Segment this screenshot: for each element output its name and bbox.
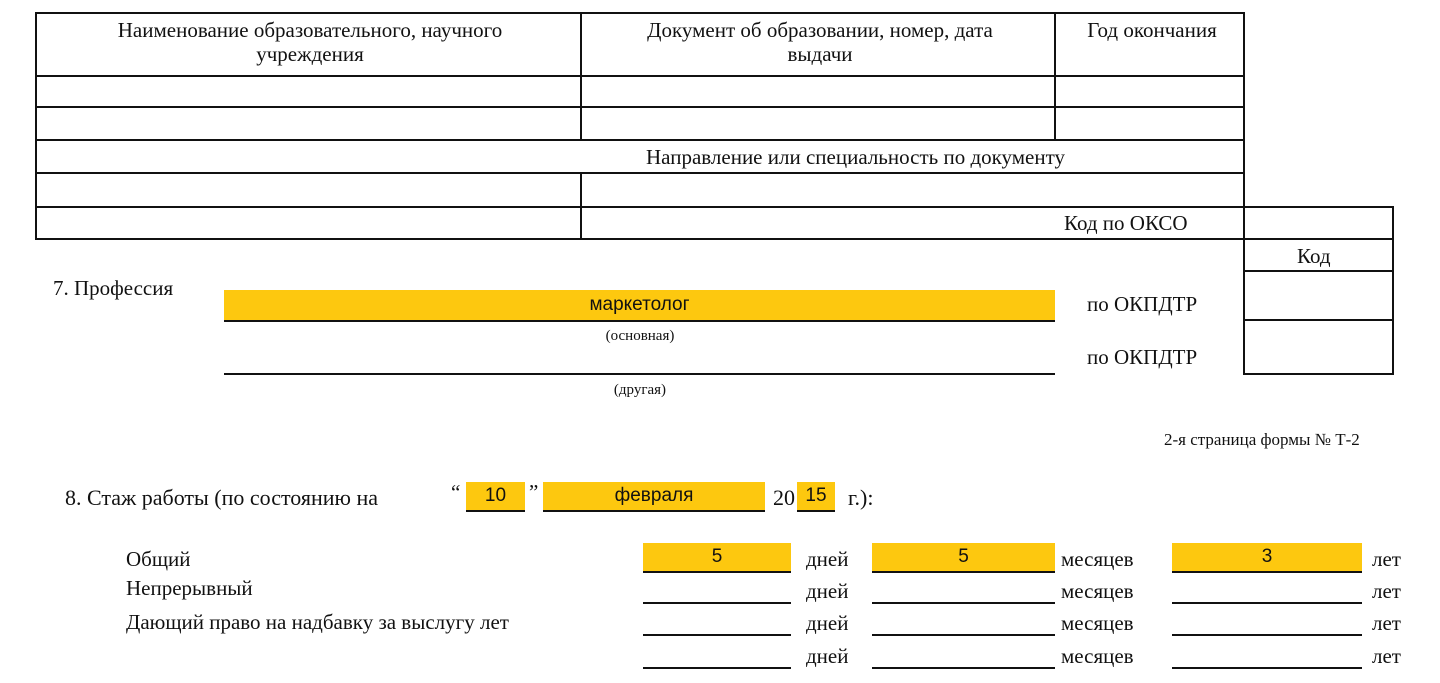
row-seniority-years-unit: лет: [1372, 611, 1401, 635]
row-total-months-field[interactable]: 5: [872, 543, 1055, 573]
row-extra-years-field[interactable]: [1172, 667, 1362, 669]
row-total-days-unit: дней: [806, 547, 849, 571]
profession-other-caption: (другая): [613, 382, 667, 398]
year-prefix: 20: [773, 485, 795, 510]
date-month-field[interactable]: февраля: [543, 482, 765, 512]
experience-label: 8. Стаж работы (по состоянию на: [65, 485, 379, 510]
open-quote: “: [451, 480, 461, 504]
row-continuous-label: Непрерывный: [126, 576, 253, 600]
row-extra-months-unit: месяцев: [1061, 644, 1134, 668]
profession-main-caption: (основная): [605, 328, 675, 344]
row-extra-years-unit: лет: [1372, 644, 1401, 668]
specialty-label: Направление или специальность по документу: [646, 145, 1066, 169]
okpdtr-code-main-field[interactable]: [1246, 273, 1391, 318]
row-extra-months-field[interactable]: [872, 667, 1055, 669]
okpdtr-label-other: по ОКПДТР: [1087, 345, 1198, 369]
col-institution-header: Наименование образовательного, научного учреждения: [117, 18, 503, 66]
row-total-years-unit: лет: [1372, 547, 1401, 571]
close-quote: ”: [529, 480, 539, 504]
code-header: Код: [1297, 244, 1331, 268]
row-seniority-months-field[interactable]: [872, 634, 1055, 636]
profession-main-field[interactable]: маркетолог: [224, 290, 1055, 322]
col-document-header: Документ об образовании, номер, дата выдачи: [647, 18, 993, 66]
col-year-header: Год окончания: [1087, 18, 1217, 42]
row-seniority-label: Дающий право на надбавку за выслугу лет: [126, 610, 509, 634]
date-year-field[interactable]: 15: [797, 482, 835, 512]
row-continuous-years-unit: лет: [1372, 579, 1401, 603]
okpdtr-label-main: по ОКПДТР: [1087, 292, 1198, 316]
okso-label: Код по ОКСО: [1064, 211, 1188, 235]
row-total-days-field[interactable]: 5: [643, 543, 791, 573]
row-continuous-days-field[interactable]: [643, 602, 791, 604]
row-extra-days-unit: дней: [806, 644, 849, 668]
row-seniority-years-field[interactable]: [1172, 634, 1362, 636]
row-total-months-unit: месяцев: [1061, 547, 1134, 571]
row-continuous-years-field[interactable]: [1172, 602, 1362, 604]
row-total-years-field[interactable]: 3: [1172, 543, 1362, 573]
row-seniority-days-field[interactable]: [643, 634, 791, 636]
date-tail: г.):: [848, 485, 874, 510]
row-continuous-days-unit: дней: [806, 579, 849, 603]
row-total-label: Общий: [126, 547, 191, 571]
row-continuous-months-unit: месяцев: [1061, 579, 1134, 603]
row-seniority-days-unit: дней: [806, 611, 849, 635]
okpdtr-code-other-field[interactable]: [1246, 322, 1391, 372]
page-note: 2-я страница формы № Т-2: [1164, 430, 1360, 449]
row-continuous-months-field[interactable]: [872, 602, 1055, 604]
row-seniority-months-unit: месяцев: [1061, 611, 1134, 635]
row-extra-days-field[interactable]: [643, 667, 791, 669]
profession-label: 7. Профессия: [53, 276, 174, 300]
date-day-field[interactable]: 10: [466, 482, 525, 512]
profession-other-field[interactable]: [224, 373, 1055, 375]
